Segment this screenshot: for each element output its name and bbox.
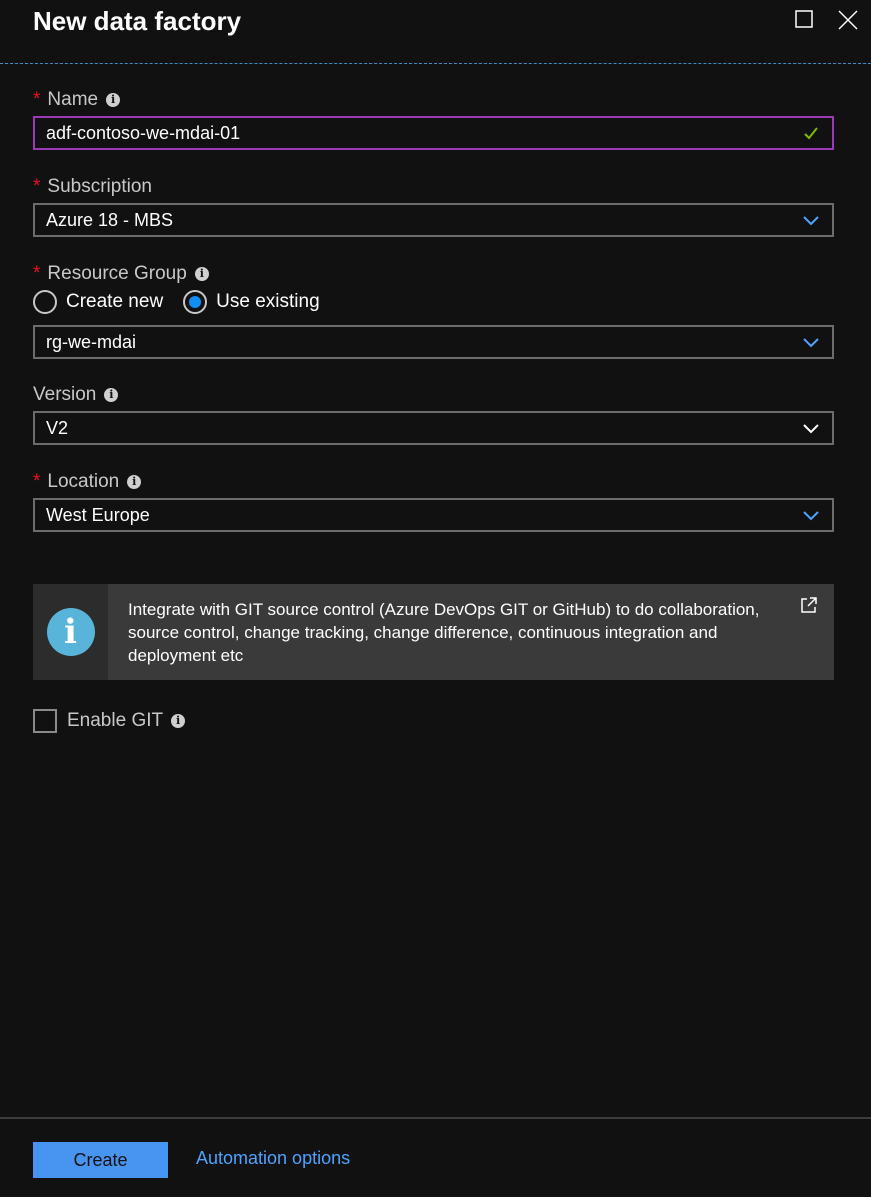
required-marker: *	[33, 89, 41, 110]
version-dropdown[interactable]	[33, 411, 834, 445]
version-label	[33, 383, 118, 407]
create-button[interactable]: Create	[33, 1142, 168, 1178]
name-label-text: Name	[47, 89, 99, 110]
chevron-down-icon	[802, 506, 820, 524]
version-value: V2	[46, 417, 69, 438]
name-label	[33, 88, 120, 112]
resource-group-label-text: Resource Group	[47, 263, 187, 284]
banner-icon-area	[33, 584, 108, 680]
subscription-label-text: Subscription	[47, 176, 152, 197]
maximize-icon	[793, 8, 817, 32]
close-button[interactable]	[836, 8, 860, 32]
info-icon: i	[47, 608, 95, 656]
location-label	[33, 470, 141, 494]
create-new-label: Create new	[66, 291, 164, 312]
git-info-banner	[33, 584, 834, 680]
info-icon[interactable]: i	[104, 388, 118, 402]
external-link-icon[interactable]	[800, 596, 818, 614]
subscription-dropdown[interactable]	[33, 203, 834, 237]
banner-text: Integrate with GIT source control (Azure DevOps GIT or GitHub) to do collaboration, source control, change tracking, change difference, continuous integration and deployment etc	[128, 600, 760, 665]
automation-options-link[interactable]: Automation options	[196, 1148, 351, 1168]
resource-group-dropdown[interactable]	[33, 325, 834, 359]
chevron-down-icon	[802, 419, 820, 437]
radio-circle	[33, 290, 57, 314]
checkmark-icon	[802, 124, 820, 142]
resource-group-radio-group	[33, 290, 340, 314]
maximize-button[interactable]	[793, 8, 817, 32]
close-icon	[836, 8, 860, 32]
location-value: West Europe	[46, 504, 150, 525]
required-marker: *	[33, 176, 41, 197]
version-label-text: Version	[33, 384, 97, 405]
location-label-text: Location	[47, 471, 120, 492]
required-marker: *	[33, 263, 41, 284]
info-icon[interactable]: i	[171, 714, 185, 728]
footer-divider	[0, 1117, 871, 1119]
location-dropdown[interactable]	[33, 498, 834, 532]
subscription-value: Azure 18 - MBS	[46, 209, 174, 230]
radio-circle	[183, 290, 207, 314]
subscription-label	[33, 175, 152, 199]
create-new-radio[interactable]	[33, 290, 163, 314]
info-icon[interactable]: i	[106, 93, 120, 107]
required-marker: *	[33, 471, 41, 492]
chevron-down-icon	[802, 333, 820, 351]
enable-git-label: Enable GIT	[67, 710, 164, 731]
enable-git-checkbox[interactable]	[33, 709, 57, 733]
page-title: New data factory	[33, 6, 242, 36]
info-icon[interactable]: i	[127, 475, 141, 489]
radio-selected-dot	[189, 296, 201, 308]
enable-git-row	[33, 709, 185, 733]
name-input[interactable]	[33, 116, 834, 150]
name-input-value: adf-contoso-we-mdai-01	[46, 122, 241, 143]
use-existing-radio[interactable]	[183, 290, 320, 314]
resource-group-value: rg-we-mdai	[46, 331, 137, 352]
use-existing-label: Use existing	[216, 291, 320, 312]
chevron-down-icon	[802, 211, 820, 229]
info-icon[interactable]: i	[195, 267, 209, 281]
header-divider	[0, 63, 871, 64]
resource-group-label	[33, 262, 209, 286]
